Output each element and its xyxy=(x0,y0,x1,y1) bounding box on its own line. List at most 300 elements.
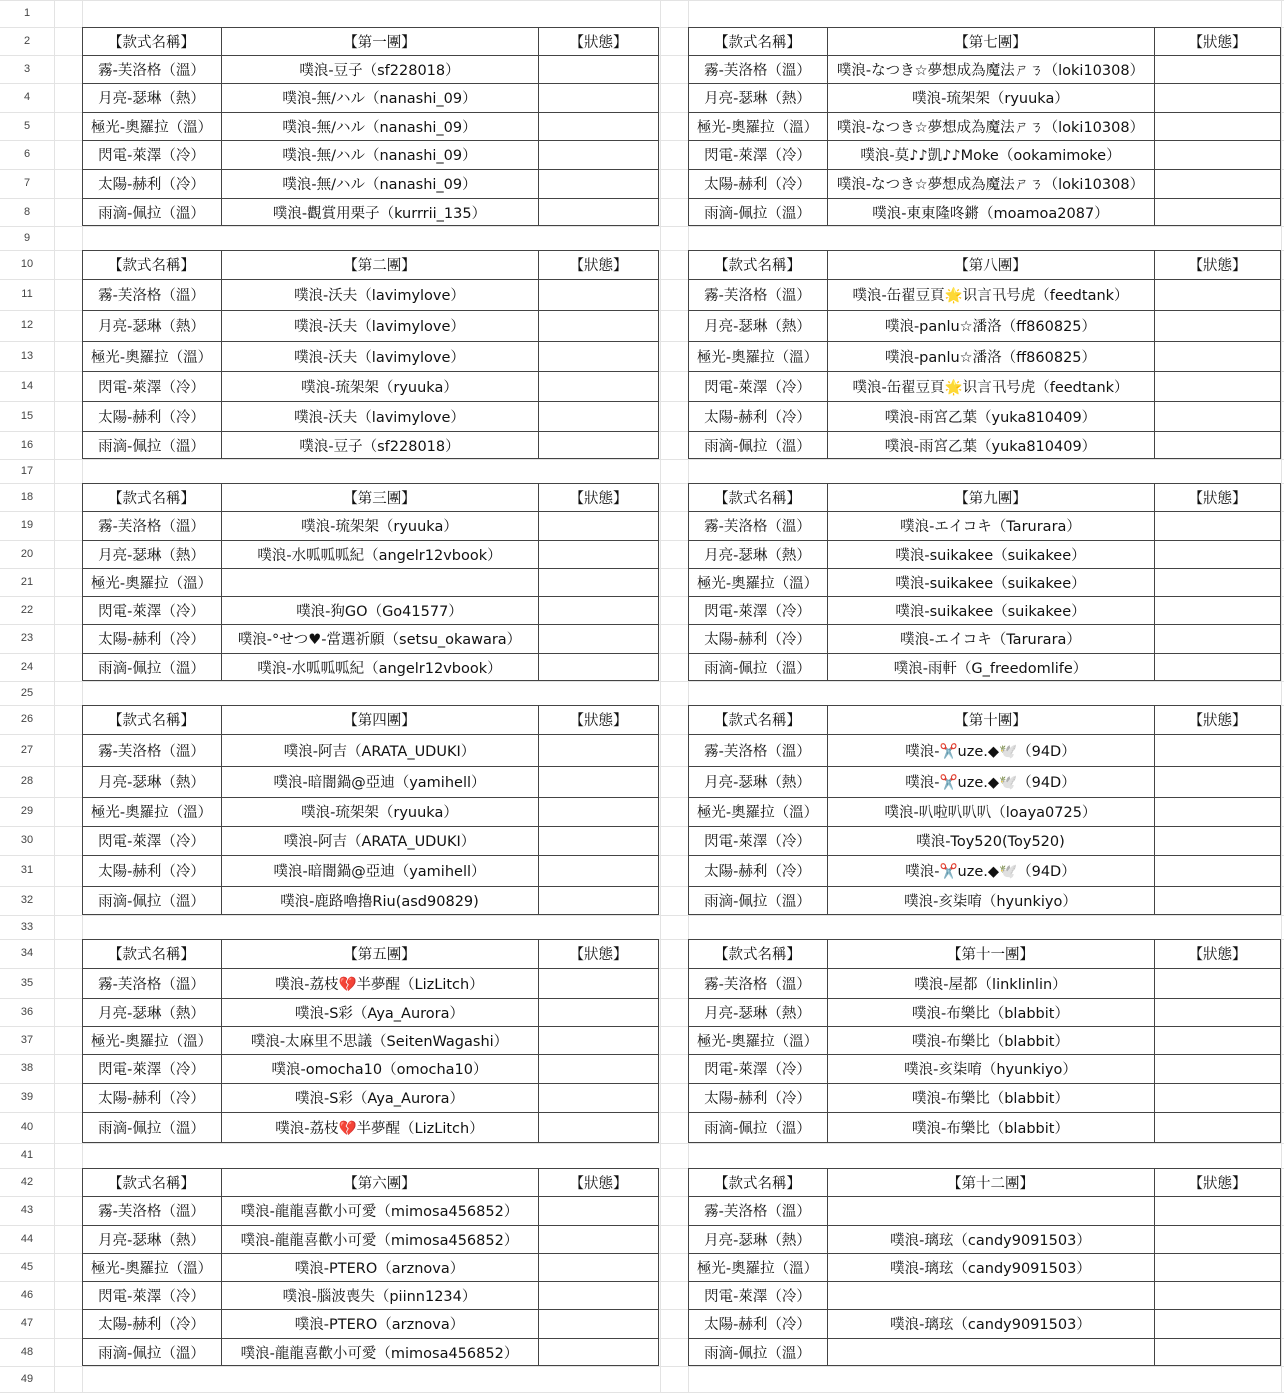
style-name-cell[interactable]: 霧-芙洛格（溫） xyxy=(98,519,205,535)
row-number[interactable]: 32 xyxy=(20,894,34,906)
row-number[interactable]: 47 xyxy=(20,1317,34,1329)
status-cell[interactable] xyxy=(1154,83,1281,112)
style-name-cell[interactable]: 雨滴-佩拉（溫） xyxy=(704,438,811,455)
style-name-cell[interactable]: 雨滴-佩拉（溫） xyxy=(98,660,205,677)
row-number[interactable]: 6 xyxy=(23,148,31,160)
member-cell[interactable]: 噗浪-腦波喪失（piinn1234） xyxy=(282,1288,477,1305)
status-cell[interactable] xyxy=(1154,886,1281,915)
status-cell[interactable] xyxy=(1154,968,1281,998)
style-header-cell[interactable]: 【款式名稱】 xyxy=(714,34,801,51)
member-cell[interactable]: 噗浪-缶翟豆頁🌟识言卂号虎（feedtank） xyxy=(852,288,1129,304)
style-name-cell[interactable]: 雨滴-佩拉（溫） xyxy=(704,660,811,677)
member-cell[interactable]: 噗浪-suikakee（suikakee） xyxy=(895,547,1086,564)
member-cell[interactable]: 噗浪-PTERO（arznova） xyxy=(294,1260,465,1277)
row-number[interactable]: 13 xyxy=(20,350,34,362)
status-cell[interactable] xyxy=(538,596,659,624)
status-cell[interactable] xyxy=(1154,401,1281,431)
row-number[interactable]: 46 xyxy=(20,1289,34,1301)
style-name-cell[interactable]: 月亮-瑟琳（熱） xyxy=(98,775,205,791)
member-cell[interactable] xyxy=(221,568,538,596)
status-cell[interactable] xyxy=(538,886,659,915)
style-header-cell[interactable]: 【款式名稱】 xyxy=(714,713,801,729)
row-number[interactable]: 38 xyxy=(20,1062,34,1074)
status-cell[interactable] xyxy=(1154,855,1281,886)
style-name-cell[interactable]: 極光-奧羅拉（溫） xyxy=(90,805,213,821)
member-cell[interactable]: 噗浪-龍龍喜歡小可愛（mimosa456852） xyxy=(240,1345,519,1362)
row-number[interactable]: 27 xyxy=(20,744,34,756)
status-cell[interactable] xyxy=(1154,1338,1281,1366)
status-header-cell[interactable]: 【狀態】 xyxy=(569,1175,628,1192)
member-cell[interactable]: 噗浪-なつき☆夢想成為魔法ㄕㄋ（loki10308） xyxy=(836,119,1145,136)
style-name-cell[interactable]: 雨滴-佩拉（溫） xyxy=(704,1345,811,1362)
member-cell[interactable]: 噗浪-無/ハル（nanashi_09） xyxy=(282,177,477,193)
style-name-cell[interactable]: 霧-芙洛格（溫） xyxy=(704,62,811,79)
status-cell[interactable] xyxy=(1154,1196,1281,1225)
member-cell[interactable]: 噗浪-panlu☆潘洛（ff860825） xyxy=(884,349,1097,366)
status-cell[interactable] xyxy=(538,826,659,855)
status-cell[interactable] xyxy=(1154,1083,1281,1112)
style-name-cell[interactable]: 閃電-萊澤（冷） xyxy=(704,834,811,850)
member-cell[interactable]: 噗浪-雨宮乙葉（yuka810409） xyxy=(884,409,1097,426)
status-cell[interactable] xyxy=(538,310,659,341)
row-number[interactable]: 23 xyxy=(20,632,34,644)
status-cell[interactable] xyxy=(538,1225,659,1253)
style-name-cell[interactable]: 太陽-赫利（冷） xyxy=(98,1317,205,1333)
member-cell[interactable]: 噗浪-S彩（Aya_Aurora） xyxy=(294,1005,465,1022)
style-header-cell[interactable]: 【款式名稱】 xyxy=(108,713,195,729)
status-cell[interactable] xyxy=(1154,169,1281,198)
style-name-cell[interactable]: 閃電-萊澤（冷） xyxy=(98,603,205,620)
status-cell[interactable] xyxy=(1154,112,1281,140)
group-title-cell[interactable]: 【第八團】 xyxy=(954,258,1027,274)
status-cell[interactable] xyxy=(538,1083,659,1112)
style-name-cell[interactable]: 雨滴-佩拉（溫） xyxy=(704,1121,811,1137)
member-cell[interactable]: 噗浪-水呱呱呱紀（angelr12vbook） xyxy=(257,547,502,564)
style-name-cell[interactable]: 極光-奧羅拉（溫） xyxy=(696,119,819,136)
style-name-cell[interactable]: 霧-芙洛格（溫） xyxy=(704,288,811,304)
row-number[interactable]: 20 xyxy=(20,548,34,560)
row-number[interactable]: 44 xyxy=(20,1233,34,1245)
row-number[interactable]: 26 xyxy=(20,713,34,725)
member-cell[interactable]: 噗浪-荔枝💔半夢醒（LizLitch） xyxy=(275,976,484,993)
row-number[interactable]: 34 xyxy=(20,947,34,959)
member-cell[interactable]: 噗浪-狗GO（Go41577） xyxy=(296,603,463,620)
status-cell[interactable] xyxy=(1154,1225,1281,1253)
status-cell[interactable] xyxy=(538,401,659,431)
member-cell[interactable]: 噗浪-荔枝💔半夢醒（LizLitch） xyxy=(275,1121,484,1137)
member-cell[interactable]: 噗浪-無/ハル（nanashi_09） xyxy=(282,91,477,107)
style-name-cell[interactable]: 雨滴-佩拉（溫） xyxy=(98,438,205,455)
status-cell[interactable] xyxy=(538,1281,659,1309)
row-number[interactable]: 17 xyxy=(20,465,34,477)
member-cell[interactable]: 噗浪-缶翟豆頁🌟识言卂号虎（feedtank） xyxy=(852,379,1129,396)
row-number[interactable]: 3 xyxy=(23,63,31,75)
member-cell[interactable]: 噗浪-なつき☆夢想成為魔法ㄕㄋ（loki10308） xyxy=(836,62,1145,79)
status-cell[interactable] xyxy=(538,511,659,540)
group-title-cell[interactable]: 【第四團】 xyxy=(343,713,416,729)
status-cell[interactable] xyxy=(1154,1054,1281,1083)
member-cell[interactable]: 噗浪-太麻里不思議（SeitenWagashi） xyxy=(250,1033,509,1050)
status-cell[interactable] xyxy=(1154,55,1281,83)
status-cell[interactable] xyxy=(1154,431,1281,459)
member-cell[interactable]: 噗浪-✂️uze.◆🕊️（94D） xyxy=(905,775,1076,791)
status-cell[interactable] xyxy=(538,1253,659,1281)
style-name-cell[interactable]: 月亮-瑟琳（熱） xyxy=(704,91,811,107)
style-name-cell[interactable]: 月亮-瑟琳（熱） xyxy=(704,1232,811,1249)
member-cell[interactable]: 噗浪-暗闇鍋@亞迪（yamihell） xyxy=(273,864,486,880)
style-name-cell[interactable]: 閃電-萊澤（冷） xyxy=(98,1288,205,1305)
style-name-cell[interactable]: 極光-奧羅拉（溫） xyxy=(90,119,213,136)
style-name-cell[interactable]: 閃電-萊澤（冷） xyxy=(704,1288,811,1305)
group-title-cell[interactable]: 【第七團】 xyxy=(954,34,1027,51)
style-name-cell[interactable]: 霧-芙洛格（溫） xyxy=(704,976,811,993)
status-cell[interactable] xyxy=(538,1054,659,1083)
status-cell[interactable] xyxy=(1154,371,1281,401)
row-number[interactable]: 24 xyxy=(20,661,34,673)
status-header-cell[interactable]: 【狀態】 xyxy=(1188,34,1247,51)
row-number[interactable]: 48 xyxy=(20,1346,34,1358)
status-cell[interactable] xyxy=(1154,797,1281,826)
row-number[interactable]: 29 xyxy=(20,805,34,817)
status-cell[interactable] xyxy=(538,198,659,226)
group-title-cell[interactable]: 【第六團】 xyxy=(343,1175,416,1192)
status-cell[interactable] xyxy=(1154,341,1281,371)
status-cell[interactable] xyxy=(538,341,659,371)
member-cell[interactable]: 噗浪-Toy520(Toy520) xyxy=(916,834,1065,850)
member-cell[interactable]: 噗浪-無/ハル（nanashi_09） xyxy=(282,148,477,164)
member-cell[interactable]: 噗浪-觀賞用栗子（kurrrii_135） xyxy=(272,205,487,222)
row-number[interactable]: 33 xyxy=(20,921,34,933)
style-name-cell[interactable]: 極光-奧羅拉（溫） xyxy=(90,1260,213,1277)
status-cell[interactable] xyxy=(1154,734,1281,766)
style-header-cell[interactable]: 【款式名稱】 xyxy=(108,490,195,507)
row-number[interactable]: 10 xyxy=(20,258,34,270)
member-cell[interactable]: 噗浪-亥柒唷（hyunkiyo） xyxy=(904,894,1077,910)
status-cell[interactable] xyxy=(1154,279,1281,310)
member-cell[interactable]: 噗浪-雨軒（G_freedomlife） xyxy=(893,660,1088,677)
status-cell[interactable] xyxy=(538,1026,659,1054)
style-name-cell[interactable]: 月亮-瑟琳（熱） xyxy=(98,1232,205,1249)
status-cell[interactable] xyxy=(1154,198,1281,226)
style-name-cell[interactable]: 月亮-瑟琳（熱） xyxy=(98,1005,205,1022)
row-number[interactable]: 7 xyxy=(23,177,31,189)
style-name-cell[interactable]: 太陽-赫利（冷） xyxy=(98,632,205,648)
style-name-cell[interactable]: 太陽-赫利（冷） xyxy=(98,1091,205,1107)
row-number[interactable]: 1 xyxy=(23,7,31,19)
status-cell[interactable] xyxy=(538,279,659,310)
member-cell[interactable]: 噗浪-✂️uze.◆🕊️（94D） xyxy=(905,743,1076,760)
row-number[interactable]: 25 xyxy=(20,687,34,699)
status-cell[interactable] xyxy=(1154,826,1281,855)
style-name-cell[interactable]: 月亮-瑟琳（熱） xyxy=(704,547,811,564)
member-cell[interactable]: 噗浪-琉架架（ryuuka） xyxy=(301,519,458,535)
style-name-cell[interactable]: 太陽-赫利（冷） xyxy=(98,177,205,193)
status-cell[interactable] xyxy=(1154,1281,1281,1309)
status-cell[interactable] xyxy=(538,1196,659,1225)
style-name-cell[interactable]: 極光-奧羅拉（溫） xyxy=(696,1260,819,1277)
row-number[interactable]: 21 xyxy=(20,576,34,588)
style-name-cell[interactable]: 月亮-瑟琳（熱） xyxy=(98,547,205,564)
style-name-cell[interactable]: 月亮-瑟琳（熱） xyxy=(704,319,811,335)
member-cell[interactable]: 噗浪-布樂比（blabbit） xyxy=(912,1005,1069,1022)
status-cell[interactable] xyxy=(538,169,659,198)
member-cell[interactable]: 噗浪-東東隆咚鏘（moamoa2087） xyxy=(872,205,1109,222)
style-name-cell[interactable]: 霧-芙洛格（溫） xyxy=(98,288,205,304)
member-cell[interactable] xyxy=(827,1281,1154,1309)
group-title-cell[interactable]: 【第十一團】 xyxy=(947,947,1034,963)
status-header-cell[interactable]: 【狀態】 xyxy=(1188,258,1247,274)
member-cell[interactable]: 噗浪-叭啦叭叭叭（loaya0725） xyxy=(884,805,1097,821)
style-name-cell[interactable]: 霧-芙洛格（溫） xyxy=(98,62,205,79)
status-cell[interactable] xyxy=(538,371,659,401)
member-cell[interactable]: 噗浪-S彩（Aya_Aurora） xyxy=(294,1091,465,1107)
style-name-cell[interactable]: 太陽-赫利（冷） xyxy=(704,409,811,426)
style-name-cell[interactable]: 太陽-赫利（冷） xyxy=(98,864,205,880)
style-name-cell[interactable]: 閃電-萊澤（冷） xyxy=(704,603,811,620)
group-title-cell[interactable]: 【第十二團】 xyxy=(947,1175,1034,1192)
style-name-cell[interactable]: 閃電-萊澤（冷） xyxy=(98,1062,205,1078)
status-cell[interactable] xyxy=(1154,568,1281,596)
member-cell[interactable]: 噗浪-沃夫（lavimylove） xyxy=(294,319,465,335)
status-cell[interactable] xyxy=(1154,766,1281,797)
style-name-cell[interactable]: 雨滴-佩拉（溫） xyxy=(704,894,811,910)
group-title-cell[interactable]: 【第三團】 xyxy=(343,490,416,507)
member-cell[interactable]: 噗浪-豆子（sf228018） xyxy=(299,62,460,79)
style-name-cell[interactable]: 霧-芙洛格（溫） xyxy=(98,1204,205,1220)
member-cell[interactable]: 噗浪-豆子（sf228018） xyxy=(299,438,460,455)
style-name-cell[interactable]: 月亮-瑟琳（熱） xyxy=(704,775,811,791)
status-cell[interactable] xyxy=(538,766,659,797)
style-name-cell[interactable]: 極光-奧羅拉（溫） xyxy=(696,805,819,821)
row-number[interactable]: 11 xyxy=(21,288,33,300)
status-cell[interactable] xyxy=(1154,310,1281,341)
style-name-cell[interactable]: 雨滴-佩拉（溫） xyxy=(98,205,205,222)
status-cell[interactable] xyxy=(1154,511,1281,540)
member-cell[interactable]: 噗浪-阿吉（ARATA_UDUKI） xyxy=(283,743,476,760)
status-header-cell[interactable]: 【狀態】 xyxy=(1188,490,1247,507)
status-cell[interactable] xyxy=(1154,596,1281,624)
status-header-cell[interactable]: 【狀態】 xyxy=(569,34,628,51)
member-cell[interactable]: 噗浪-布樂比（blabbit） xyxy=(912,1091,1069,1107)
status-cell[interactable] xyxy=(1154,998,1281,1026)
style-header-cell[interactable]: 【款式名稱】 xyxy=(108,258,195,274)
member-cell[interactable]: 噗浪-水呱呱呱紀（angelr12vbook） xyxy=(257,660,502,677)
style-name-cell[interactable]: 太陽-赫利（冷） xyxy=(98,409,205,426)
status-cell[interactable] xyxy=(1154,1026,1281,1054)
row-number[interactable]: 14 xyxy=(20,380,34,392)
status-cell[interactable] xyxy=(538,968,659,998)
status-cell[interactable] xyxy=(538,653,659,681)
row-number[interactable]: 4 xyxy=(23,91,31,103)
status-cell[interactable] xyxy=(538,1112,659,1143)
status-cell[interactable] xyxy=(538,624,659,653)
style-name-cell[interactable]: 閃電-萊澤（冷） xyxy=(704,379,811,396)
row-number[interactable]: 31 xyxy=(20,864,34,876)
member-cell[interactable]: 噗浪-暗闇鍋@亞迪（yamihell） xyxy=(273,775,486,791)
status-header-cell[interactable]: 【狀態】 xyxy=(569,490,628,507)
style-name-cell[interactable]: 雨滴-佩拉（溫） xyxy=(98,894,205,910)
member-cell[interactable]: 噗浪-龍龍喜歡小可愛（mimosa456852） xyxy=(240,1232,519,1249)
style-name-cell[interactable]: 極光-奧羅拉（溫） xyxy=(696,1033,819,1050)
row-number[interactable]: 18 xyxy=(20,491,34,503)
style-name-cell[interactable]: 閃電-萊澤（冷） xyxy=(704,148,811,164)
style-name-cell[interactable]: 月亮-瑟琳（熱） xyxy=(98,91,205,107)
row-number[interactable]: 12 xyxy=(20,319,34,331)
row-number[interactable]: 45 xyxy=(20,1261,34,1273)
style-name-cell[interactable]: 霧-芙洛格（溫） xyxy=(704,519,811,535)
group-title-cell[interactable]: 【第九團】 xyxy=(954,490,1027,507)
status-header-cell[interactable]: 【狀態】 xyxy=(569,947,628,963)
status-cell[interactable] xyxy=(538,1309,659,1338)
member-cell[interactable] xyxy=(827,1338,1154,1366)
row-number[interactable]: 35 xyxy=(20,977,34,989)
row-number[interactable]: 43 xyxy=(20,1204,34,1216)
row-number[interactable]: 16 xyxy=(20,439,34,451)
member-cell[interactable]: 噗浪-屋都（linklinlin） xyxy=(914,976,1067,993)
member-cell[interactable]: 噗浪-琉架架（ryuuka） xyxy=(301,379,458,396)
style-name-cell[interactable]: 極光-奧羅拉（溫） xyxy=(696,349,819,366)
row-number[interactable]: 22 xyxy=(20,604,34,616)
status-header-cell[interactable]: 【狀態】 xyxy=(1188,1175,1247,1192)
member-cell[interactable]: 噗浪-沃夫（lavimylove） xyxy=(294,288,465,304)
status-cell[interactable] xyxy=(538,797,659,826)
member-cell[interactable]: 噗浪-omocha10（omocha10） xyxy=(271,1062,488,1078)
member-cell[interactable]: 噗浪-阿吉（ARATA_UDUKI） xyxy=(283,834,476,850)
row-number[interactable]: 8 xyxy=(23,206,31,218)
style-name-cell[interactable]: 月亮-瑟琳（熱） xyxy=(98,319,205,335)
style-header-cell[interactable]: 【款式名稱】 xyxy=(108,947,195,963)
row-number[interactable]: 41 xyxy=(20,1149,34,1161)
member-cell[interactable]: 噗浪-鹿路嚕擼Riu(asd90829) xyxy=(280,894,479,910)
status-cell[interactable] xyxy=(538,855,659,886)
status-cell[interactable] xyxy=(538,1338,659,1366)
member-cell[interactable]: 噗浪-璃玹（candy9091503） xyxy=(890,1232,1091,1249)
member-cell[interactable]: 噗浪-雨宮乙葉（yuka810409） xyxy=(884,438,1097,455)
status-cell[interactable] xyxy=(538,540,659,568)
row-number[interactable]: 30 xyxy=(20,834,34,846)
member-cell[interactable]: 噗浪-無/ハル（nanashi_09） xyxy=(282,119,477,136)
status-header-cell[interactable]: 【狀態】 xyxy=(1188,713,1247,729)
row-number[interactable]: 28 xyxy=(20,775,34,787)
row-number[interactable]: 36 xyxy=(20,1006,34,1018)
member-cell[interactable]: 噗浪-suikakee（suikakee） xyxy=(895,603,1086,620)
style-name-cell[interactable]: 閃電-萊澤（冷） xyxy=(98,148,205,164)
status-cell[interactable] xyxy=(538,431,659,459)
style-header-cell[interactable]: 【款式名稱】 xyxy=(714,947,801,963)
status-cell[interactable] xyxy=(538,140,659,169)
member-cell[interactable]: 噗浪-沃夫（lavimylove） xyxy=(294,349,465,366)
member-cell[interactable]: 噗浪-panlu☆潘洛（ff860825） xyxy=(884,319,1097,335)
style-name-cell[interactable]: 閃電-萊澤（冷） xyxy=(704,1062,811,1078)
style-header-cell[interactable]: 【款式名稱】 xyxy=(108,34,195,51)
member-cell[interactable]: 噗浪-琉架架（ryuuka） xyxy=(912,91,1069,107)
style-name-cell[interactable]: 閃電-萊澤（冷） xyxy=(98,834,205,850)
member-cell[interactable]: 噗浪-PTERO（arznova） xyxy=(294,1317,465,1333)
member-cell[interactable]: 噗浪-布樂比（blabbit） xyxy=(912,1121,1069,1137)
style-name-cell[interactable]: 霧-芙洛格（溫） xyxy=(98,976,205,993)
group-title-cell[interactable]: 【第五團】 xyxy=(343,947,416,963)
row-number[interactable]: 9 xyxy=(23,232,31,244)
row-number[interactable]: 40 xyxy=(20,1121,34,1133)
status-cell[interactable] xyxy=(538,568,659,596)
member-cell[interactable]: 噗浪-布樂比（blabbit） xyxy=(912,1033,1069,1050)
style-name-cell[interactable]: 太陽-赫利（冷） xyxy=(704,1091,811,1107)
style-name-cell[interactable]: 雨滴-佩拉（溫） xyxy=(704,205,811,222)
group-title-cell[interactable]: 【第一團】 xyxy=(343,34,416,51)
style-name-cell[interactable]: 閃電-萊澤（冷） xyxy=(98,379,205,396)
row-number[interactable]: 39 xyxy=(20,1091,34,1103)
status-cell[interactable] xyxy=(1154,140,1281,169)
status-cell[interactable] xyxy=(538,112,659,140)
member-cell[interactable]: 噗浪-琉架架（ryuuka） xyxy=(301,805,458,821)
member-cell[interactable]: 噗浪-沃夫（lavimylove） xyxy=(294,409,465,426)
style-name-cell[interactable]: 雨滴-佩拉（溫） xyxy=(98,1345,205,1362)
row-number[interactable]: 37 xyxy=(20,1034,34,1046)
style-name-cell[interactable]: 太陽-赫利（冷） xyxy=(704,177,811,193)
style-name-cell[interactable]: 極光-奧羅拉（溫） xyxy=(696,575,819,592)
style-name-cell[interactable]: 霧-芙洛格（溫） xyxy=(98,743,205,760)
status-header-cell[interactable]: 【狀態】 xyxy=(569,713,628,729)
style-name-cell[interactable]: 極光-奧羅拉（溫） xyxy=(90,349,213,366)
style-name-cell[interactable]: 太陽-赫利（冷） xyxy=(704,1317,811,1333)
row-number[interactable]: 19 xyxy=(20,519,34,531)
member-cell[interactable]: 噗浪-莫♪♪凱♪♪Moke（ookamimoke） xyxy=(860,148,1121,164)
status-cell[interactable] xyxy=(538,734,659,766)
member-cell[interactable]: 噗浪-エイコキ（Tarurara） xyxy=(900,632,1081,648)
member-cell[interactable]: 噗浪-璃玹（candy9091503） xyxy=(890,1260,1091,1277)
style-name-cell[interactable]: 極光-奧羅拉（溫） xyxy=(90,1033,213,1050)
style-name-cell[interactable]: 霧-芙洛格（溫） xyxy=(704,743,811,760)
status-cell[interactable] xyxy=(1154,540,1281,568)
status-cell[interactable] xyxy=(1154,653,1281,681)
style-name-cell[interactable]: 雨滴-佩拉（溫） xyxy=(98,1121,205,1137)
style-header-cell[interactable]: 【款式名稱】 xyxy=(714,1175,801,1192)
group-title-cell[interactable]: 【第十團】 xyxy=(954,713,1027,729)
style-name-cell[interactable]: 霧-芙洛格（溫） xyxy=(704,1204,811,1220)
member-cell[interactable]: 噗浪-龍龍喜歡小可愛（mimosa456852） xyxy=(240,1204,519,1220)
group-title-cell[interactable]: 【第二團】 xyxy=(343,258,416,274)
member-cell[interactable]: 噗浪-suikakee（suikakee） xyxy=(895,575,1086,592)
status-cell[interactable] xyxy=(538,55,659,83)
style-name-cell[interactable]: 太陽-赫利（冷） xyxy=(704,864,811,880)
style-name-cell[interactable]: 太陽-赫利（冷） xyxy=(704,632,811,648)
member-cell[interactable]: 噗浪-✂️uze.◆🕊️（94D） xyxy=(905,864,1076,880)
status-cell[interactable] xyxy=(1154,624,1281,653)
member-cell[interactable]: 噗浪-璃玹（candy9091503） xyxy=(890,1317,1091,1333)
member-cell[interactable] xyxy=(827,1196,1154,1225)
member-cell[interactable]: 噗浪-なつき☆夢想成為魔法ㄕㄋ（loki10308） xyxy=(836,177,1145,193)
row-number[interactable]: 49 xyxy=(20,1373,34,1385)
member-cell[interactable]: 噗浪-°せつ♥-當選祈願（setsu_okawara） xyxy=(237,632,522,648)
member-cell[interactable]: 噗浪-エイコキ（Tarurara） xyxy=(900,519,1081,535)
row-number[interactable]: 2 xyxy=(23,35,31,47)
status-header-cell[interactable]: 【狀態】 xyxy=(1188,947,1247,963)
row-number[interactable]: 5 xyxy=(23,120,31,132)
style-name-cell[interactable]: 月亮-瑟琳（熱） xyxy=(704,1005,811,1022)
row-number[interactable]: 15 xyxy=(20,410,34,422)
style-header-cell[interactable]: 【款式名稱】 xyxy=(714,258,801,274)
row-number[interactable]: 42 xyxy=(20,1176,34,1188)
status-cell[interactable] xyxy=(1154,1309,1281,1338)
style-header-cell[interactable]: 【款式名稱】 xyxy=(108,1175,195,1192)
status-header-cell[interactable]: 【狀態】 xyxy=(569,258,628,274)
member-cell[interactable]: 噗浪-亥柒唷（hyunkiyo） xyxy=(904,1062,1077,1078)
status-cell[interactable] xyxy=(538,998,659,1026)
style-name-cell[interactable]: 極光-奧羅拉（溫） xyxy=(90,575,213,592)
status-cell[interactable] xyxy=(1154,1253,1281,1281)
status-cell[interactable] xyxy=(538,83,659,112)
status-cell[interactable] xyxy=(1154,1112,1281,1143)
